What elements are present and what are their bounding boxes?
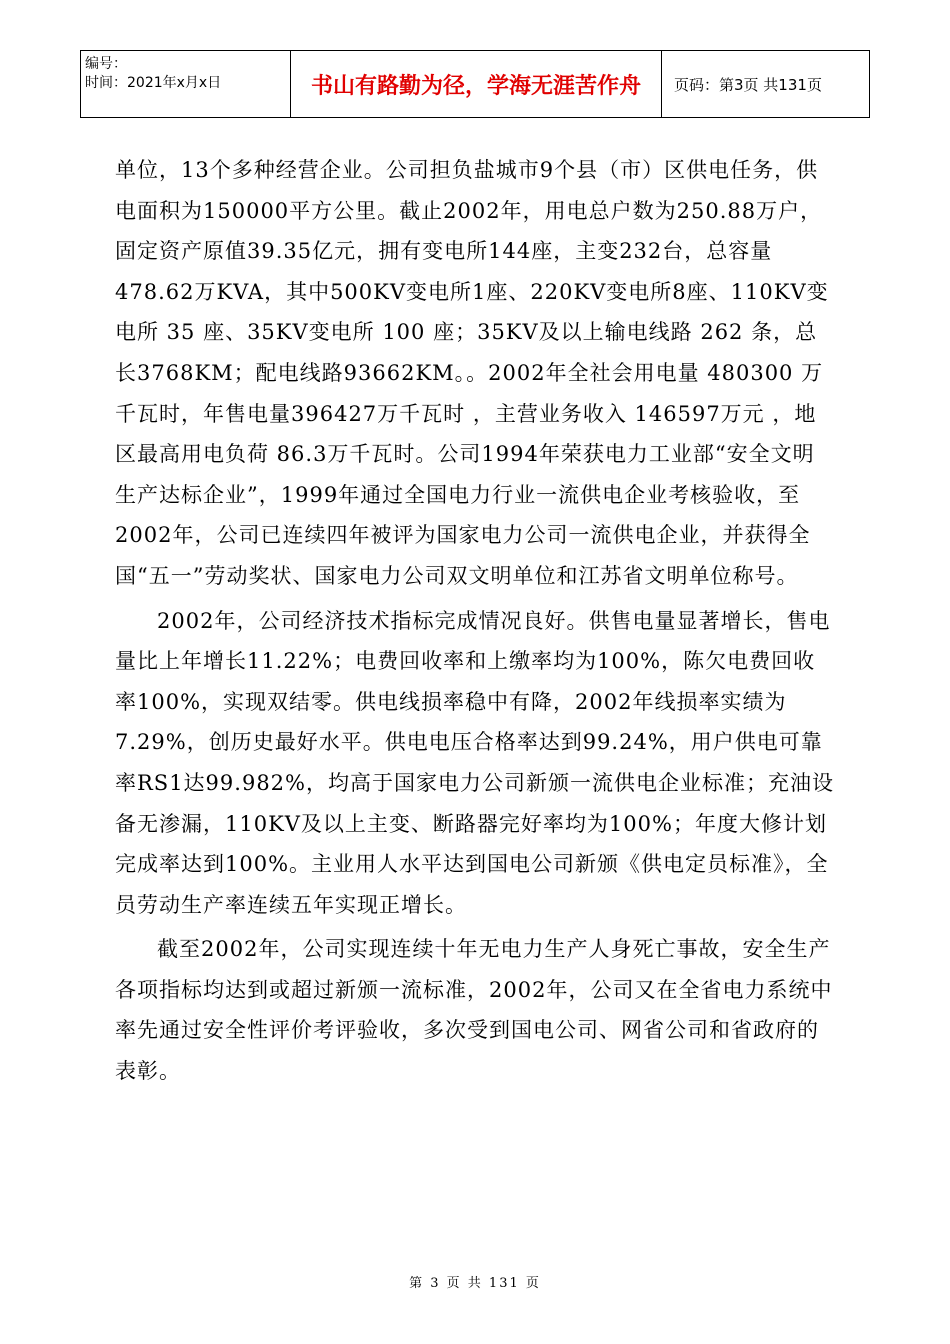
header-motto: 书山有路勤为径，学海无涯苦作舟 (291, 51, 662, 118)
document-body (115, 150, 835, 1092)
paragraph-2: 2002年，公司经济技术指标完成情况良好。供售电量显著增长，售电量比上年增长11.22%；电费回收率和上缴率均为100%，陈欠电费回收率100%，实现双结零。供电线损率稳中有降，2002年线损率实绩为7.29%，创历史最好水平。供电电压合格率达到99.24%，用户供电可靠率RS1达99.982%，均高于国家电力公司新颁一流供电企业标准；充油设备无渗漏，110KV及以上主变、断路器完好率均为100%；年度大修计划完成率达到100%。主业用人水平达到国电公司新颁《供电定员标准》，全员劳动生产率连续五年实现正增长。 (115, 608, 834, 917)
document-number-label: 编号： (85, 56, 127, 72)
page-footer: 第 3 页 共 131 页 (409, 1276, 541, 1291)
document-time-label: 时间：2021年x月x日 (85, 75, 222, 91)
header-meta (81, 51, 291, 118)
paragraph-3: 截至2002年，公司实现连续十年无电力生产人身死亡事故，安全生产各项指标均达到或超过新颁一流标准，2002年，公司又在全省电力系统中率先通过安全性评价考评验收，多次受到国电公司、网省公司和省政府的表彰。 (115, 937, 833, 1084)
header-page-info: 页码：第3页 共131页 (662, 51, 870, 118)
page-header (80, 50, 870, 118)
paragraph-1: 单位，13个多种经营企业。公司担负盐城市9个县（市）区供电任务，供电面积为150000平方公里。截止2002年，用电总户数为250.88万户，固定资产原值39.35亿元，拥有变电所144座，主变232台，总容量478.62万KVA，其中500KV变电所1座、220KV变电所8座、110KV变电所 35 座、35KV变电所 100 座；35KV及以上输电线路 262 条，总长3768KM；配电线路93662KM。。2002年全社会用电量 480300 万千瓦时，年售电量396427万千瓦时 ，主营业务收入 146597万元 ，地区最高用电负荷 86.3万千瓦时。公司1994年荣获电力工业部“安全文明生产达标企业”，1999年通过全国电力行业一流供电企业考核验收，至2002年，公司已连续四年被评为国家电力公司一流供电企业，并获得全国“五一”劳动奖状、国家电力公司双文明单位和江苏省文明单位称号。 (115, 158, 829, 588)
